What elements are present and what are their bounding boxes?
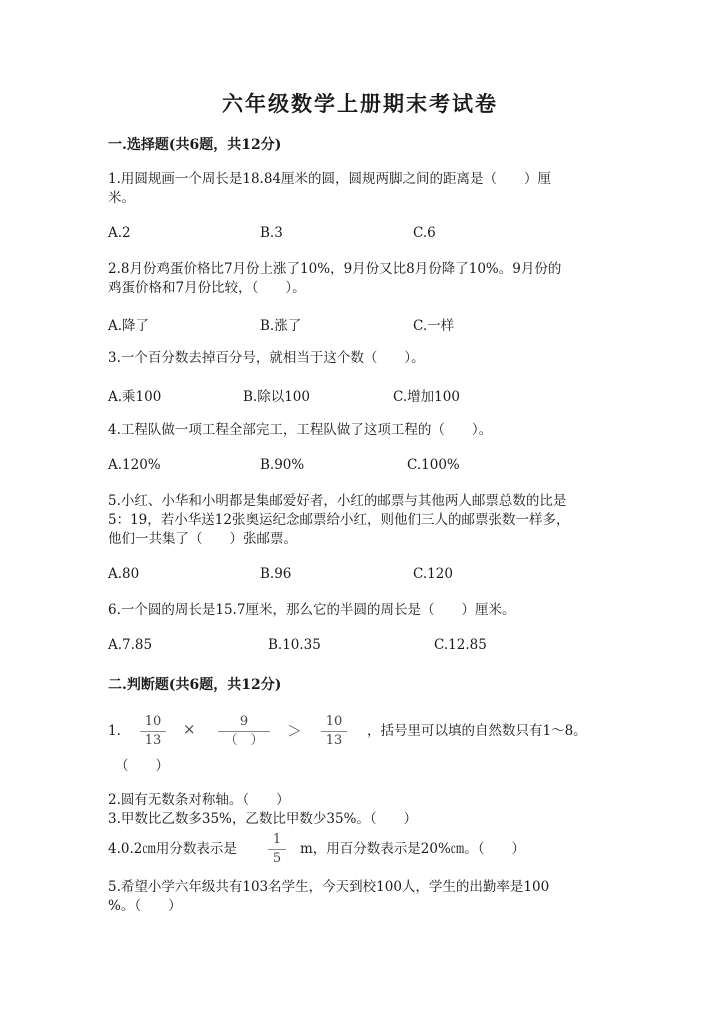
- judge-1-text: ，括号里可以填的自然数只有1～8。: [367, 723, 587, 739]
- question-6-line-1: 6.一个圆的周长是15.7厘米，那么它的半圆的周长是（ ）厘米。: [108, 602, 516, 618]
- question-4-option-a: A.120%: [108, 457, 161, 473]
- question-5-option-c: C.120: [413, 566, 453, 582]
- question-2-option-a: A.降了: [108, 318, 150, 334]
- fraction-numerator: 10: [325, 714, 343, 729]
- judge-3: 3.甲数比乙数多35%，乙数比甲数少35%。（ ）: [108, 811, 418, 827]
- fraction-bar: [140, 731, 166, 732]
- fraction-bar: [321, 731, 347, 732]
- question-3-option-b: B.除以100: [243, 389, 310, 405]
- fraction-1-5: [268, 832, 286, 867]
- question-6-option-a: A.7.85: [108, 637, 153, 653]
- fraction-bar: [268, 849, 286, 850]
- fraction-denominator: （ ）: [224, 733, 264, 748]
- fraction-denominator: 13: [144, 733, 162, 748]
- question-1-line-2: 米。: [108, 190, 135, 206]
- question-3-option-a: A.乘100: [108, 389, 162, 405]
- question-1-option-a: A.2: [108, 225, 131, 241]
- times-sign: ×: [183, 720, 196, 738]
- fraction-denominator: 13: [325, 733, 343, 748]
- question-2-line-1: 2.8月份鸡蛋价格比7月份上涨了10%，9月份又比8月份降了10%。9月份的: [108, 261, 562, 277]
- fraction-numerator: 10: [144, 714, 162, 729]
- question-6-option-c: C.12.85: [434, 637, 487, 653]
- fraction-9-blank: [218, 714, 270, 749]
- fraction-bar: [218, 731, 270, 732]
- fraction-denominator: 5: [272, 851, 282, 866]
- question-3-option-c: C.增加100: [393, 389, 460, 405]
- judge-5-line-1: 5.希望小学六年级共有103名学生，今天到校100人，学生的出勤率是100: [108, 879, 550, 895]
- fraction-numerator: 9: [239, 714, 249, 729]
- section-1-heading: 一.选择题(共6题，共12分): [108, 137, 282, 153]
- judge-1-answer-blank: （ ）: [115, 758, 169, 774]
- judge-4-after: m，用百分数表示是20%㎝。（ ）: [300, 841, 526, 857]
- judge-1-number: 1.: [108, 723, 121, 739]
- question-2-option-b: B.涨了: [260, 318, 302, 334]
- judge-5-line-2: %。（ ）: [108, 898, 182, 914]
- question-6-option-b: B.10.35: [268, 637, 321, 653]
- question-5-line-2: 5：19，若小华送12张奥运纪念邮票给小红，则他们三人的邮票张数一样多，: [108, 512, 570, 528]
- question-1-option-c: C.6: [413, 225, 436, 241]
- judge-2: 2.圆有无数条对称轴。（ ）: [108, 792, 290, 808]
- question-5-line-3: 他们一共集了（ ）张邮票。: [108, 531, 297, 547]
- page-title: 六年级数学上册期末考试卷: [222, 91, 498, 116]
- question-2-option-c: C.一样: [413, 318, 455, 334]
- fraction-numerator: 1: [272, 832, 282, 847]
- question-5-line-1: 5.小红、小华和小明都是集邮爱好者，小红的邮票与其他两人邮票总数的比是: [108, 493, 567, 509]
- question-4-option-b: B.90%: [260, 457, 305, 473]
- question-1-line-1: 1.用圆规画一个周长是18.84厘米的圆，圆规两脚之间的距离是（ ）厘: [108, 171, 552, 187]
- section-2-heading: 二.判断题(共6题，共12分): [108, 677, 282, 693]
- question-4-option-c: C.100%: [407, 457, 460, 473]
- fraction-10-13-right: [321, 714, 347, 749]
- question-5-option-b: B.96: [260, 566, 292, 582]
- greater-than-sign: ＞: [287, 722, 303, 740]
- fraction-10-13-left: [140, 714, 166, 749]
- question-1-option-b: B.3: [260, 225, 283, 241]
- question-3-line-1: 3.一个百分数去掉百分号，就相当于这个数（ ）。: [108, 350, 425, 366]
- judge-4-before: 4.0.2㎝用分数表示是: [108, 841, 237, 857]
- question-2-line-2: 鸡蛋价格和7月份比较，（ ）。: [108, 280, 306, 296]
- question-4-line-1: 4.工程队做一项工程全部完工，工程队做了这项工程的（ ）。: [108, 422, 493, 438]
- question-5-option-a: A.80: [108, 566, 140, 582]
